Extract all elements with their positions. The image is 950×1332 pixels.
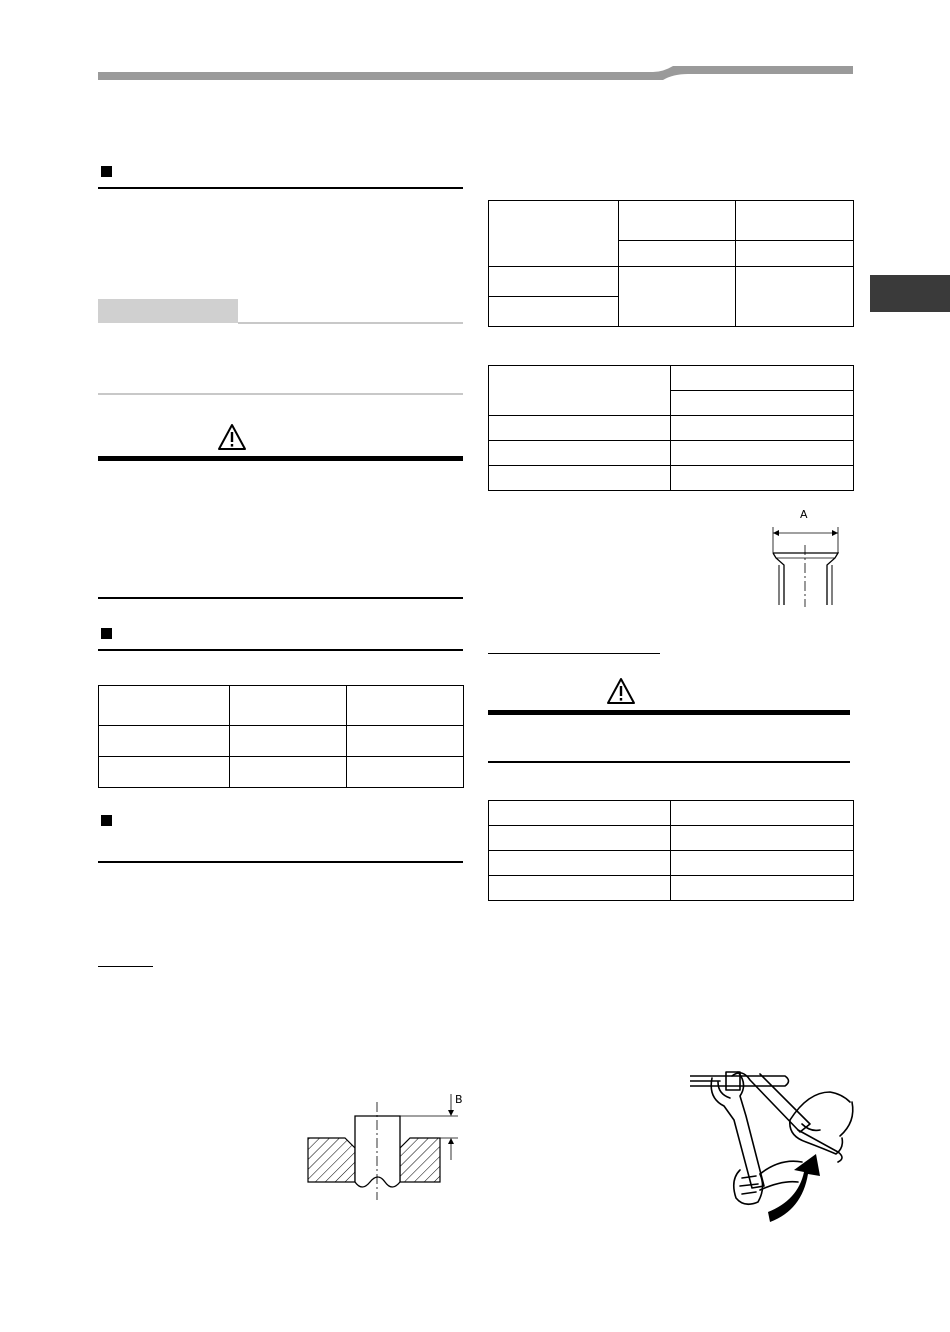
chapter-side-tab[interactable]: [870, 275, 950, 312]
wrench-tightening-illustration: [690, 1062, 860, 1227]
flaring-die-diagram: [300, 1088, 470, 1203]
note-rule-top: [238, 322, 463, 324]
short-underline: [98, 966, 153, 967]
table-cell: [671, 876, 854, 901]
table-cell: [489, 267, 619, 297]
table-cell: [736, 201, 854, 241]
table-cell: [489, 441, 671, 466]
table-cell: [489, 826, 671, 851]
table-cell: [230, 686, 347, 726]
table-cell: [489, 851, 671, 876]
section-square-icon: [101, 628, 112, 639]
table-cell: [671, 826, 854, 851]
table-cell: [347, 726, 464, 757]
table-cell: [671, 441, 854, 466]
right-table-2: [488, 365, 854, 491]
caution-heading-underline: [488, 653, 660, 654]
section-rule: [98, 187, 463, 189]
table-cell: [671, 416, 854, 441]
note-label: [98, 299, 238, 323]
table-cell: [489, 201, 619, 267]
caution-rule-bottom: [488, 761, 850, 763]
note-rule-bottom: [98, 393, 463, 395]
table-cell: [671, 851, 854, 876]
table-cell: [489, 801, 671, 826]
table-cell: [619, 267, 736, 327]
table-cell: [347, 757, 464, 788]
caution-rule-bottom: [98, 597, 463, 599]
table-cell: [489, 416, 671, 441]
table-cell: [619, 201, 736, 241]
right-table-1: [488, 200, 854, 327]
caution-rule-thick: [488, 710, 850, 715]
table-cell: [671, 391, 854, 416]
table-cell: [736, 267, 854, 327]
section-square-icon: [101, 166, 112, 177]
right-table-3: [488, 800, 854, 901]
page-header-bar: [98, 66, 853, 86]
left-table-1: [98, 685, 464, 788]
warning-triangle-icon: [217, 423, 247, 451]
table-cell: [736, 241, 854, 267]
section-rule: [98, 649, 463, 651]
dimension-label-b: B: [455, 1093, 463, 1106]
table-cell: [671, 801, 854, 826]
table-cell: [671, 366, 854, 391]
caution-rule-thick: [98, 456, 463, 461]
table-cell: [671, 466, 854, 491]
table-cell: [489, 366, 671, 416]
table-cell: [489, 466, 671, 491]
table-cell: [489, 876, 671, 901]
table-cell: [99, 726, 230, 757]
table-cell: [347, 686, 464, 726]
table-cell: [230, 757, 347, 788]
table-cell: [230, 726, 347, 757]
table-cell: [619, 241, 736, 267]
table-cell: [99, 686, 230, 726]
table-cell: [99, 757, 230, 788]
section-rule: [98, 861, 463, 863]
section-square-icon: [101, 815, 112, 826]
warning-triangle-icon: [606, 677, 636, 705]
table-cell: [489, 297, 619, 327]
dimension-label-a: A: [800, 508, 808, 521]
